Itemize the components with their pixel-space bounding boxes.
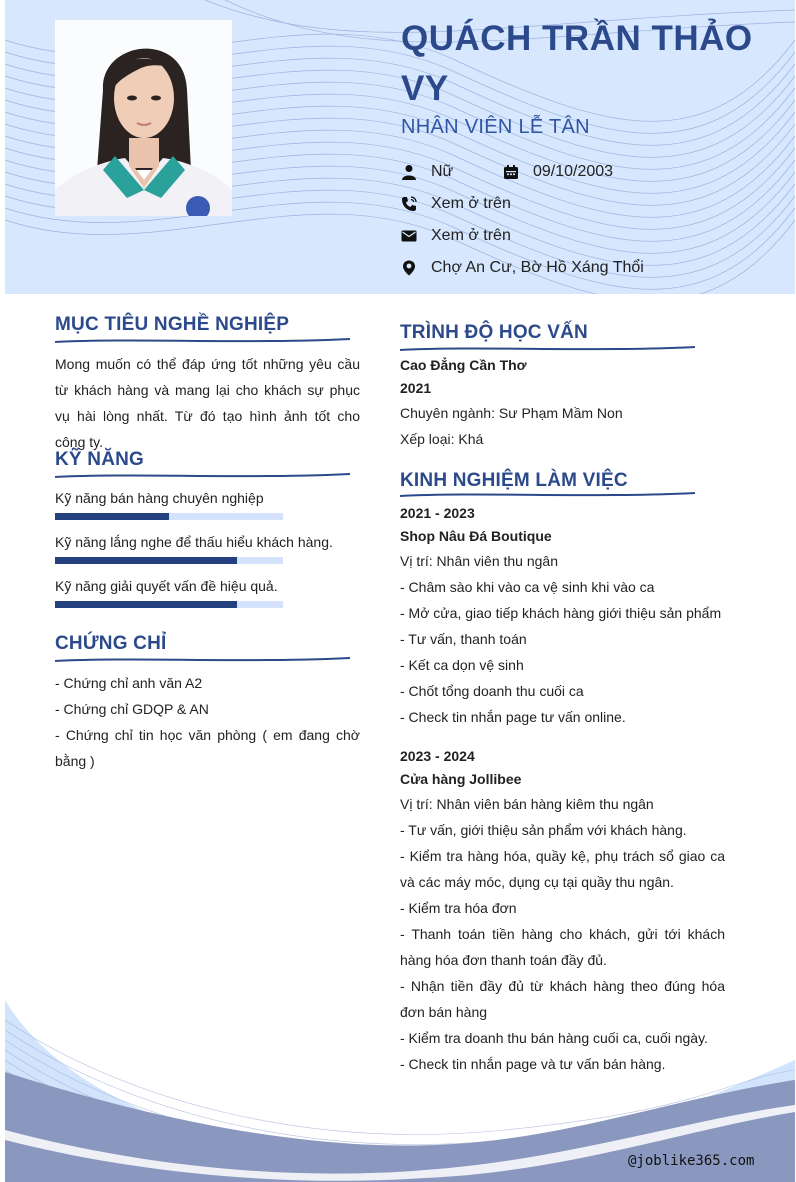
experience-title: KINH NGHIỆM LÀM VIỆC bbox=[400, 470, 628, 491]
job-position: Vị trí: Nhân viên bán hàng kiêm thu ngân bbox=[400, 796, 654, 812]
skill-label: Kỹ năng lắng nghe để thấu hiểu khách hàng. bbox=[55, 534, 333, 550]
skill-bar-fill bbox=[55, 513, 169, 520]
certificates-title: CHỨNG CHỈ bbox=[55, 633, 167, 654]
calendar-icon bbox=[503, 164, 519, 180]
job-duty: - Kiểm tra doanh thu bán hàng cuối ca, cuối ngày. bbox=[400, 1030, 708, 1046]
experience-title-underline bbox=[400, 490, 695, 500]
skill-bar-fill bbox=[55, 557, 237, 564]
objective-title: MỤC TIÊU NGHỀ NGHIỆP bbox=[55, 314, 290, 335]
skill-bar bbox=[55, 601, 283, 608]
birthdate-row bbox=[503, 163, 613, 181]
certificates-title-underline bbox=[55, 655, 350, 665]
phone-icon bbox=[401, 196, 417, 212]
job-duty: - Mở cửa, giao tiếp khách hàng giới thiệu sản phẩm bbox=[400, 605, 722, 621]
email-row bbox=[401, 227, 511, 245]
gender-value: Nữ bbox=[431, 163, 454, 180]
certificate-item: - Chứng chỉ tin học văn phòng ( em đang chờ bằng ) bbox=[55, 727, 360, 769]
job-duty: - Tư vấn, thanh toán bbox=[400, 631, 527, 647]
skill-bar bbox=[55, 557, 283, 564]
education-school: Cao Đẳng Cần Thơ bbox=[400, 357, 527, 373]
skills-title-underline bbox=[55, 471, 350, 481]
job-period: 2023 - 2024 bbox=[400, 748, 475, 764]
address-value: Chợ An Cư, Bờ Hồ Xáng Thổi bbox=[431, 259, 644, 276]
job-duty: - Kiểm tra hóa đơn bbox=[400, 900, 517, 916]
skill-label: Kỹ năng bán hàng chuyên nghiệp bbox=[55, 490, 264, 506]
job-position: Vị trí: Nhân viên thu ngân bbox=[400, 553, 558, 569]
skill-bar bbox=[55, 513, 283, 520]
job-duty: - Tư vấn, giới thiệu sản phẩm với khách hàng. bbox=[400, 822, 687, 838]
objective-text: Mong muốn có thể đáp ứng tốt những yêu cầu từ khách hàng và mang lại cho khách sự phục vụ hài lòng nhất. Từ đó tạo hình ảnh tốt cho công ty. bbox=[55, 356, 360, 450]
phone-row bbox=[401, 195, 511, 213]
education-grade: Xếp loại: Khá bbox=[400, 431, 484, 447]
skill-bar-fill bbox=[55, 601, 237, 608]
objective-title-underline bbox=[55, 336, 350, 346]
job-company: Shop Nâu Đá Boutique bbox=[400, 528, 552, 544]
map-pin-icon bbox=[401, 260, 417, 276]
job-period: 2021 - 2023 bbox=[400, 505, 475, 521]
skill-label: Kỹ năng giải quyết vấn đề hiệu quả. bbox=[55, 578, 278, 594]
user-icon bbox=[401, 164, 417, 180]
job-duty: - Check tin nhắn page tư vấn online. bbox=[400, 709, 626, 725]
footer-credit: @joblike365.com bbox=[628, 1153, 755, 1169]
education-year: 2021 bbox=[400, 380, 432, 396]
cv-page bbox=[5, 0, 795, 1182]
birthdate-value: 09/10/2003 bbox=[533, 163, 614, 180]
job-duty: - Nhận tiền đầy đủ từ khách hàng theo đúng hóa đơn bán hàng bbox=[400, 978, 725, 1020]
job-duty: - Châm sào khi vào ca vệ sinh khi vào ca bbox=[400, 579, 655, 595]
job-title: NHÂN VIÊN LỄ TÂN bbox=[401, 116, 590, 138]
envelope-icon bbox=[401, 228, 417, 244]
job-duty: - Kết ca dọn vệ sinh bbox=[400, 657, 524, 673]
job-company: Cửa hàng Jollibee bbox=[400, 771, 522, 787]
education-title: TRÌNH ĐỘ HỌC VẤN bbox=[400, 322, 588, 343]
phone-value: Xem ở trên bbox=[431, 195, 511, 212]
certificate-item: - Chứng chỉ GDQP & AN bbox=[55, 701, 209, 717]
job-duty: - Kiểm tra hàng hóa, quầy kệ, phụ trách sổ giao ca và các máy móc, dụng cụ tại quầy thu ngân. bbox=[400, 848, 725, 890]
gender-row bbox=[401, 163, 453, 181]
candidate-name: QUÁCH TRẦN THẢO VY bbox=[401, 19, 753, 108]
profile-photo bbox=[55, 20, 232, 216]
email-value: Xem ở trên bbox=[431, 227, 511, 244]
certificate-item: - Chứng chỉ anh văn A2 bbox=[55, 675, 203, 691]
skills-title: KỸ NĂNG bbox=[55, 449, 145, 470]
job-duty: - Chốt tổng doanh thu cuối ca bbox=[400, 683, 584, 699]
address-row bbox=[401, 259, 644, 277]
education-title-underline bbox=[400, 344, 695, 354]
job-duty: - Check tin nhắn page và tư vấn bán hàng. bbox=[400, 1056, 666, 1072]
job-duty: - Thanh toán tiền hàng cho khách, gửi tới khách hàng hóa đơn thanh toán đầy đủ. bbox=[400, 926, 725, 968]
education-major: Chuyên ngành: Sư Phạm Mầm Non bbox=[400, 405, 623, 421]
cv-header bbox=[5, 0, 795, 294]
